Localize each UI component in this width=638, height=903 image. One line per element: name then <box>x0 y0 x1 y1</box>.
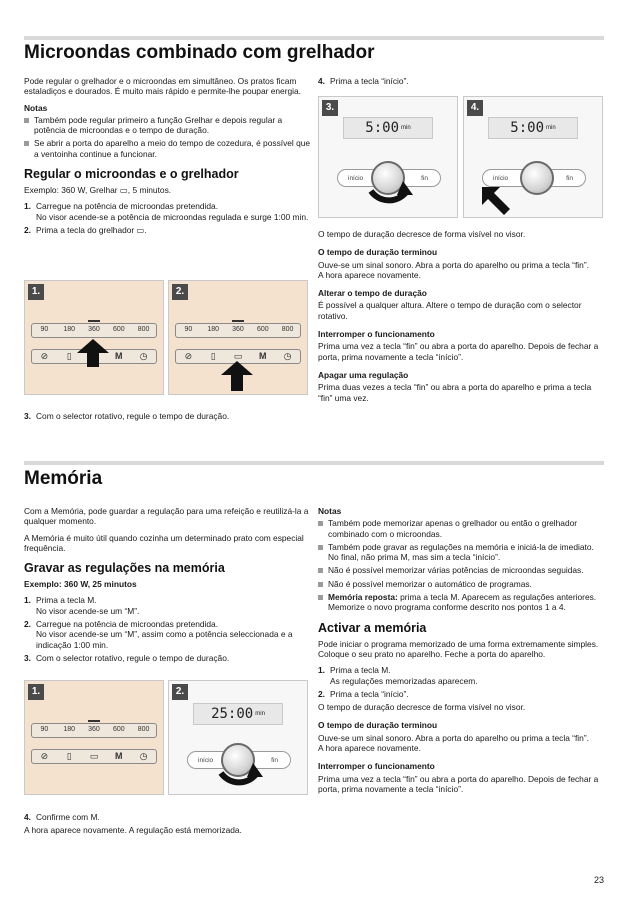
figure-badge: 1. <box>28 684 44 700</box>
power-600: 600 <box>112 326 125 334</box>
section-title: Microondas combinado com grelhador <box>24 42 375 63</box>
step-subtext: As regulações memorizadas aparecem. <box>330 675 478 686</box>
defrost-icon: ▯ <box>66 351 72 362</box>
step-1 <box>24 201 312 222</box>
finished-text: Ouve-se um sinal sonoro. Abra a porta do aparelho ou prima a tecla “fin”. <box>318 259 589 270</box>
power-90: 90 <box>184 326 193 334</box>
grill-icon: ▭ <box>233 351 243 362</box>
notes-list <box>318 518 606 612</box>
step-number: 1. <box>24 201 31 212</box>
note-bold: Memória reposta: <box>328 592 398 603</box>
finished-text: Ouve-se um sinal sonoro. Abra a porta do aparelho ou prima a tecla “fin”. <box>318 732 589 743</box>
left-column <box>24 76 312 238</box>
rotate-arrow-icon <box>363 153 415 205</box>
clear-text: Prima duas vezes a tecla “fin” ou abra a porta do aparelho e prima a tecla “fin” uma vez. <box>318 382 592 403</box>
arrow-up-icon <box>77 339 109 367</box>
step-number: 1. <box>318 665 325 676</box>
power-600: 600 <box>256 326 269 334</box>
figure-memory-key <box>24 680 164 795</box>
step-text: Com o selector rotativo, regule o tempo de duração. <box>36 652 230 663</box>
power-180: 180 <box>207 326 220 334</box>
display-unit: min <box>546 125 556 131</box>
step-4-after: A hora aparece novamente. A regulação está memorizada. <box>24 825 242 836</box>
section-rule <box>24 36 604 40</box>
figure-memory-rotary <box>168 680 308 795</box>
end-key-label: fin <box>271 757 278 764</box>
start-key-label: início <box>198 757 214 764</box>
step-number: 4. <box>24 812 31 822</box>
change-heading: Alterar o tempo de duração <box>318 288 427 299</box>
finished-text-2: A hora aparece novamente. <box>318 269 421 280</box>
step-3 <box>24 411 312 421</box>
display-time: 25:00 <box>211 706 254 722</box>
start-key-label: início <box>348 175 364 182</box>
step-text: Prima a tecla do grelhador ▭. <box>36 224 147 235</box>
step-text: Carregue na potência de microondas pretendida. <box>36 201 219 212</box>
power-90: 90 <box>40 726 49 734</box>
figure-badge: 2. <box>172 284 188 300</box>
grill-icon: ▭ <box>89 751 99 762</box>
step-text: Carregue na potência de microondas pretendida. <box>36 619 219 630</box>
finished-text-2: A hora aparece novamente. <box>318 743 421 754</box>
right-column <box>318 76 606 89</box>
power-800: 800 <box>281 326 294 334</box>
step-3 <box>24 653 312 663</box>
step-4 <box>318 76 606 86</box>
interrupt-text: Prima uma vez a tecla “fin” ou abra a porta do aparelho. Depois de fechar a porta, prima novamente a tecla “início”. <box>318 341 599 362</box>
section-rule <box>24 461 604 465</box>
figure-start <box>463 96 603 218</box>
activate-step-2 <box>318 689 606 699</box>
memory-key: M <box>115 351 123 362</box>
step-text: Com o selector rotativo, regule o tempo de duração. <box>36 411 230 421</box>
subsection-heading: Regular o microondas e o grelhador <box>24 167 239 182</box>
figure-badge: 4. <box>467 100 483 116</box>
step-1 <box>24 595 312 616</box>
power-800: 800 <box>137 326 150 334</box>
power-360: 360 <box>226 325 251 335</box>
figure-badge: 3. <box>322 100 338 116</box>
step-number: 2. <box>24 619 31 630</box>
interrupt-heading: Interromper o funcionamento <box>318 761 435 772</box>
countdown-text: O tempo de duração decresce de forma visível no visor. <box>318 229 526 239</box>
step-subtext: No visor acende-se a potência de microondas regulada e surge 1:00 min. <box>36 211 309 222</box>
note-item: Não é possível memorizar o automático de programas. <box>318 579 606 589</box>
display-time: 5:00 <box>365 120 400 136</box>
note-text: prima a tecla M. Aparecem as regulações anteriores. Memorize o novo programa conforme descrito nos pontos 1 a 4. <box>328 592 597 613</box>
power-600: 600 <box>112 726 125 734</box>
notes-heading: Notas <box>318 506 342 516</box>
interrupt-text: Prima uma vez a tecla “fin” ou abra a porta do aparelho. Depois de fechar a porta, prima novamente a tecla “início”. <box>318 773 599 794</box>
change-text: É possível a qualquer altura. Altere o tempo de duração com o selector rotativo. <box>318 300 582 321</box>
step-subtext: No visor acende-se um “M”. <box>36 605 140 616</box>
step-text: Prima a tecla “início”. <box>330 688 409 699</box>
finished-heading: O tempo de duração terminou <box>318 720 438 731</box>
rotate-arrow-icon <box>213 735 265 787</box>
defrost-icon: ▯ <box>66 751 72 762</box>
power-90: 90 <box>40 326 49 334</box>
intro-text: Com a Memória, pode guardar a regulação para uma refeição e reutilizá-la a qualquer momento. <box>24 506 309 527</box>
page-number: 23 <box>593 875 604 885</box>
figure-badge: 2. <box>172 684 188 700</box>
step-number: 2. <box>24 224 31 235</box>
time-display <box>193 703 283 725</box>
function-bar <box>31 749 157 764</box>
step-number: 2. <box>318 688 325 699</box>
activate-intro: Pode iniciar o programa memorizado de uma forma extremamente simples. Coloque o seu prato no aparelho. Feche a porta do aparelho. <box>318 638 599 659</box>
memory-key: M <box>115 751 123 762</box>
figure-power-select <box>24 280 164 395</box>
step-2 <box>24 619 312 650</box>
step-text: Prima a tecla M. <box>330 665 391 676</box>
clock-icon: ◷ <box>139 351 148 362</box>
note-item-reset <box>318 592 606 613</box>
step-2 <box>24 225 312 235</box>
power-bar <box>175 323 301 338</box>
arrow-up-icon <box>221 361 253 391</box>
power-360: 360 <box>82 725 107 735</box>
step-number: 3. <box>24 411 31 421</box>
step-number: 4. <box>318 76 325 86</box>
note-item: Também pode memorizar apenas o grelhador ou então o grelhador combinado com o microondas. <box>318 518 606 539</box>
power-800: 800 <box>137 726 150 734</box>
memory-key: M <box>259 351 267 362</box>
defrost-icon: ▯ <box>210 351 216 362</box>
display-unit: min <box>255 711 265 717</box>
plate-icon: ⊘ <box>184 351 193 362</box>
display-time: 5:00 <box>510 120 545 136</box>
right-column-text <box>318 229 606 409</box>
step-text: Confirme com M. <box>36 812 100 822</box>
display-unit: min <box>401 125 411 131</box>
clear-heading: Apagar uma regulação <box>318 369 409 380</box>
plate-icon: ⊘ <box>40 351 49 362</box>
left-column <box>24 506 312 666</box>
rotary-knob <box>520 161 554 195</box>
section-title: Memória <box>24 468 103 489</box>
interrupt-heading: Interromper o funcionamento <box>318 329 435 340</box>
power-bar <box>31 723 157 738</box>
end-key-label: fin <box>421 175 428 182</box>
countdown-text: O tempo de duração decresce de forma visível no visor. <box>318 702 526 713</box>
time-display <box>488 117 578 139</box>
figure-grill-select <box>168 280 308 395</box>
power-180: 180 <box>63 726 76 734</box>
clock-icon: ◷ <box>139 751 148 762</box>
finished-heading: O tempo de duração terminou <box>318 247 438 258</box>
time-display <box>343 117 433 139</box>
note-item: Não é possível memorizar várias potências de microondas seguidas. <box>318 565 606 575</box>
note-item: Também pode regular primeiro a função Grelhar e depois regular a potência de microondas e o tempo de duração. <box>24 115 312 136</box>
left-column-step3 <box>24 411 312 424</box>
arrow-diagonal-icon <box>478 183 512 215</box>
clock-icon: ◷ <box>283 351 292 362</box>
plate-icon: ⊘ <box>40 751 49 762</box>
start-key-label: início <box>493 175 509 182</box>
figure-badge: 1. <box>28 284 44 300</box>
right-column <box>318 506 606 800</box>
step-subtext: No visor acende-se um “M”, assim como a potência seleccionada e a indicação 1:00 min. <box>36 629 293 650</box>
step-number: 1. <box>24 595 31 606</box>
power-360: 360 <box>82 325 107 335</box>
notes-list <box>24 115 312 159</box>
example-text: Exemplo: 360 W, 25 minutos <box>24 579 137 590</box>
intro-text: A Memória é muito útil quando cozinha um determinado prato com especial frequência. <box>24 532 304 553</box>
step-text: Prima a tecla M. <box>36 595 97 606</box>
note-item: Também pode gravar as regulações na memória e iniciá-la de imediato. No final, não prima M, mas sim a tecla “início”. <box>318 542 606 563</box>
end-key-label: fin <box>566 175 573 182</box>
power-bar <box>31 323 157 338</box>
intro-text: Pode regular o grelhador e o microondas em simultâneo. Os pratos ficam estaladiços e dourados. É muito mais rápido e permite-lhe poupar energia. <box>24 76 301 97</box>
note-item: Se abrir a porta do aparelho a meio do tempo de cozedura, é possível que a ventoinha continue a funcionar. <box>24 138 312 159</box>
left-column-step4 <box>24 812 312 842</box>
figure-rotary <box>318 96 458 218</box>
activate-heading: Activar a memória <box>318 620 427 635</box>
power-180: 180 <box>63 326 76 334</box>
subsection-heading: Gravar as regulações na memória <box>24 561 225 576</box>
step-4 <box>24 812 312 822</box>
example-text: Exemplo: 360 W, Grelhar ▭, 5 minutos. <box>24 185 172 196</box>
activate-step-1 <box>318 665 606 686</box>
notes-heading: Notas <box>24 102 48 113</box>
step-text: Prima a tecla “início”. <box>330 76 409 86</box>
step-number: 3. <box>24 652 31 663</box>
